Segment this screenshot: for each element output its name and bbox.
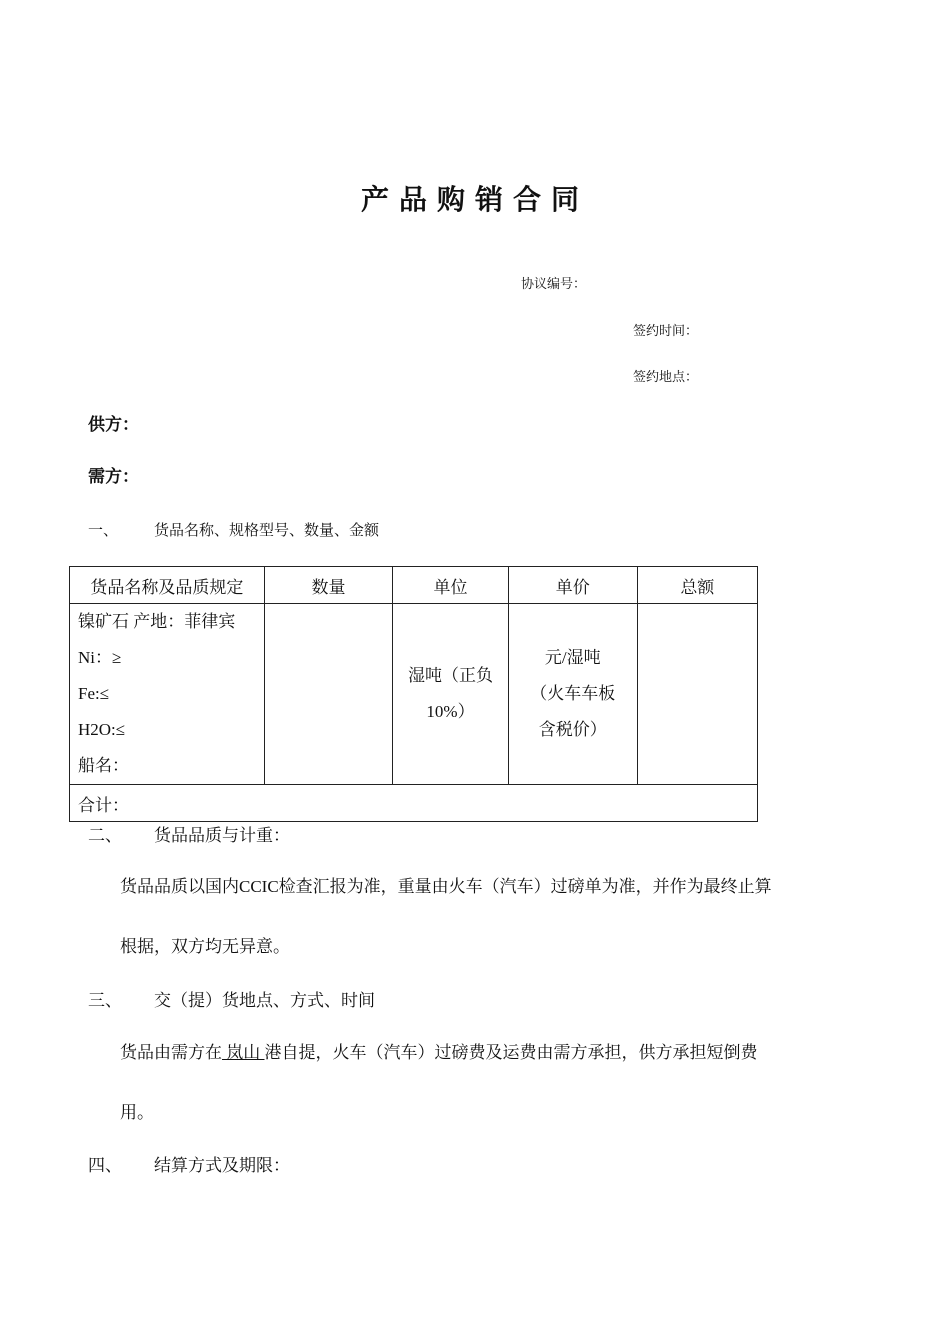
section-2-title: 货品品质与计重： xyxy=(154,826,290,845)
document-title: 产品购销合同 xyxy=(360,183,589,216)
price-cell xyxy=(508,604,637,785)
section-3-prefix: 货品由需方在 xyxy=(120,1043,222,1062)
price-line-2: （火车车板 xyxy=(530,684,616,703)
unit-cell xyxy=(393,604,509,785)
section-2-paragraph-line-1: 货品品质以国内CCIC检查汇报为准，重量由火车（汽车）过磅单为准，并作为最终止算 xyxy=(120,877,772,896)
spec-h2o: H2O:≤ xyxy=(78,720,126,739)
supplier-label: 供方： xyxy=(88,415,139,435)
price-line-3: 含税价） xyxy=(538,720,607,739)
unit-line-2: 10%） xyxy=(426,702,475,721)
section-2-number: 二、 xyxy=(88,826,122,845)
price-line-1: 元/湿吨 xyxy=(544,648,601,667)
section-3-paragraph-line-2: 用。 xyxy=(120,1103,154,1122)
section-2-paragraph-line-2: 根据，双方均无异意。 xyxy=(120,937,290,956)
spec-ore-origin: 镍矿石 产地：菲律宾 xyxy=(78,612,236,631)
agreement-number-label: 协议编号： xyxy=(521,277,587,292)
section-3-title: 交（提）货地点、方式、时间 xyxy=(154,991,375,1010)
section-3-number: 三、 xyxy=(88,991,122,1010)
table-total-row xyxy=(70,785,758,822)
pickup-port-name: 岚山 xyxy=(222,1043,265,1062)
section-1-number: 一、 xyxy=(88,521,119,539)
table-row xyxy=(70,604,758,785)
section-4-title: 结算方式及期限： xyxy=(154,1156,290,1175)
total-cell xyxy=(637,604,757,785)
header-total: 总额 xyxy=(637,567,757,604)
buyer-label: 需方： xyxy=(88,467,139,487)
header-quantity: 数量 xyxy=(264,567,392,604)
total-label: 合计： xyxy=(70,785,758,822)
spec-ni: Ni：≥ xyxy=(78,648,122,667)
quantity-cell xyxy=(264,604,392,785)
section-4-number: 四、 xyxy=(88,1156,122,1175)
section-3-paragraph-line-1 xyxy=(120,1038,758,1063)
header-goods-name: 货品名称及品质规定 xyxy=(70,567,265,604)
sign-time-label: 签约时间： xyxy=(633,324,699,339)
section-3-suffix: 港自提，火车（汽车）过磅费及运费由需方承担，供方承担短倒费 xyxy=(264,1043,758,1062)
spec-ship-name: 船名： xyxy=(78,756,129,775)
section-1-title: 货品名称、规格型号、数量、金额 xyxy=(154,521,380,539)
header-unit: 单位 xyxy=(393,567,509,604)
table-header-row xyxy=(70,567,758,604)
sign-place-label: 签约地点： xyxy=(633,370,699,385)
goods-table xyxy=(69,566,758,822)
spec-fe: Fe:≤ xyxy=(78,684,110,703)
goods-spec-cell xyxy=(70,604,265,785)
header-unit-price: 单价 xyxy=(508,567,637,604)
unit-line-1: 湿吨（正负 xyxy=(408,666,493,685)
